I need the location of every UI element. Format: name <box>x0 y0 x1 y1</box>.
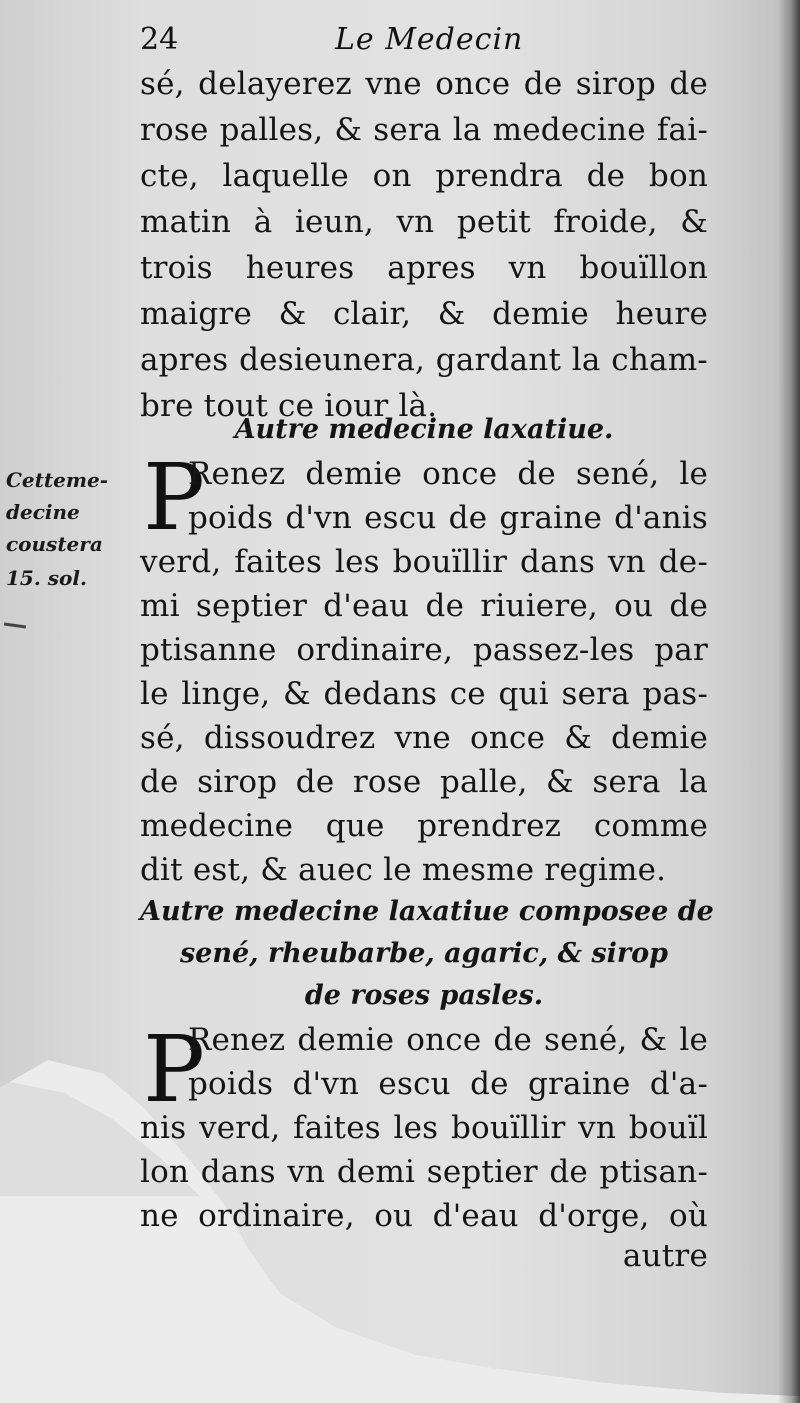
page-number: 24 <box>140 22 179 57</box>
text-line: Renez demie once de sené, & le <box>188 1022 708 1058</box>
marginal-note-line: Cetteme- <box>6 468 109 492</box>
text-line: ne ordinaire, ou d'eau d'orge, où <box>140 1198 708 1234</box>
marginal-note-line: coustera <box>6 532 103 556</box>
running-title: Le Medecin <box>335 22 524 57</box>
text-line: dit est, & auec le mesme regime. <box>140 852 667 888</box>
text-line: apres desieunera, gardant la cham- <box>140 342 708 378</box>
section-heading: sené, rheubarbe, agaric, & sirop <box>179 938 669 969</box>
text-line: poids d'vn escu de graine d'a- <box>188 1066 708 1102</box>
text-line: sé, delayerez vne once de sirop de <box>140 66 708 102</box>
text-line: de sirop de rose palle, & sera la <box>140 764 708 800</box>
text-line: trois heures apres vn bouïllon <box>140 250 708 286</box>
page-header <box>140 18 710 62</box>
text-line: cte, laquelle on prendra de bon <box>140 158 708 194</box>
text-line: nis verd, faites les bouïllir vn bouïl <box>140 1110 708 1146</box>
text-line: ptisanne ordinaire, passez-les par <box>140 632 708 668</box>
text-line: bre tout ce iour là. <box>140 388 438 424</box>
text-line: Renez demie once de sené, le <box>188 456 708 492</box>
marginal-note-line: 15. sol. <box>6 566 87 590</box>
text-line: le linge, & dedans ce qui sera pas- <box>140 676 708 712</box>
text-line: mi septier d'eau de riuiere, ou de <box>140 588 708 624</box>
margin-mark <box>4 622 26 628</box>
text-line: verd, faites les bouïllir dans vn de- <box>140 544 708 580</box>
marginal-note-line: decine <box>6 500 80 524</box>
text-line: rose palles, & sera la medecine fai- <box>140 112 708 148</box>
section-heading: Autre medecine laxatiue. <box>234 414 614 445</box>
text-line: maigre & clair, & demie heure <box>140 296 708 332</box>
drop-cap: P <box>143 444 205 551</box>
text-line: medecine que prendrez comme <box>140 808 708 844</box>
catchword: autre <box>622 1238 708 1274</box>
drop-cap: P <box>143 1016 205 1123</box>
text-line: matin à ieun, vn petit froide, & <box>140 204 708 240</box>
section-heading: de roses pasles. <box>304 980 544 1011</box>
text-line: poids d'vn escu de graine d'anis <box>188 500 708 536</box>
text-line: lon dans vn demi septier de ptisan- <box>140 1154 708 1190</box>
text-line: sé, dissoudrez vne once & demie <box>140 720 708 756</box>
section-heading: Autre medecine laxatiue composee de <box>140 896 714 927</box>
